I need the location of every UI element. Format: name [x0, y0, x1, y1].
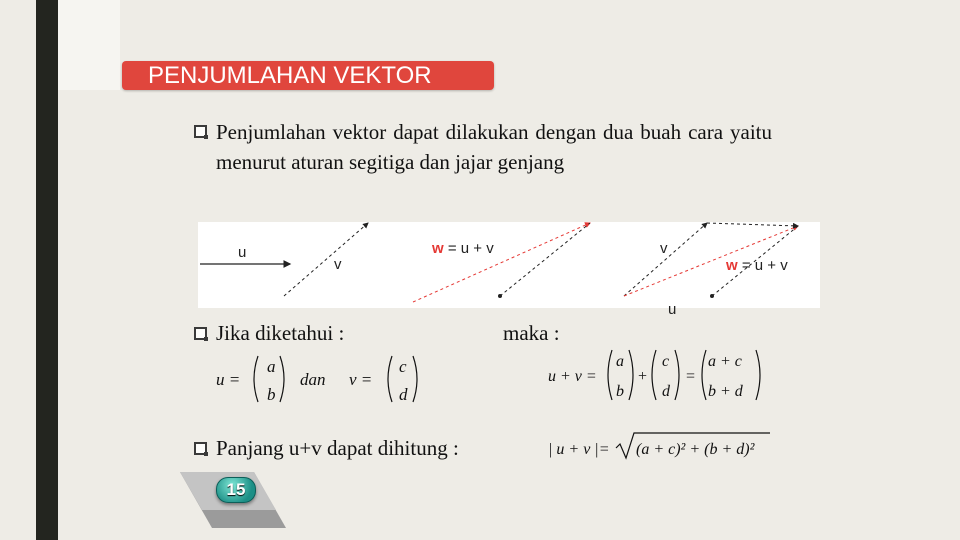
sum-entry-b: b — [616, 383, 624, 400]
label-v-right: v — [660, 240, 668, 257]
dan-label: dan — [300, 370, 326, 389]
plus-sign: + — [638, 368, 648, 385]
bullet-icon — [194, 327, 207, 340]
bullet-text-3: Panjang u+v dapat dihitung : — [216, 436, 459, 460]
label-w-left: w = u + v — [432, 240, 494, 257]
sum-entry-c: c — [662, 353, 670, 370]
entry-a: a — [267, 357, 276, 376]
label-w-right: w = u + v — [726, 257, 788, 274]
entry-b: b — [267, 385, 276, 404]
equals-sign: = — [686, 368, 696, 385]
label-u-bottom: u — [668, 301, 677, 318]
bullet-text-1: Penjumlahan vektor dapat dilakukan dengan dua buah cara yaitu menurut aturan segitiga dan jajar genjang — [216, 120, 772, 174]
label-u: u — [238, 244, 247, 261]
length-rhs: (a + c)² + (b + d)² — [636, 441, 755, 458]
left-decor-bar — [36, 0, 58, 540]
length-lhs: | u + v |= — [548, 441, 610, 458]
entry-c: c — [399, 357, 407, 376]
sum-entry-a: a — [616, 353, 624, 370]
slide-title: PENJUMLAHAN VEKTOR — [148, 62, 432, 89]
bullet-icon — [194, 125, 207, 138]
length-formula — [546, 430, 772, 462]
maka-label: maka : — [503, 321, 560, 345]
vector-definitions — [214, 350, 426, 408]
entry-b-plus-d: b + d — [708, 383, 743, 400]
entry-a-plus-c: a + c — [708, 353, 742, 370]
sum-entry-d: d — [662, 383, 670, 400]
corner-decor-block — [58, 0, 120, 90]
u-def-label: u = — [216, 370, 241, 389]
label-v: v — [334, 256, 342, 273]
vector-sum-equation — [546, 346, 768, 406]
bullet-text-2: Jika diketahui : — [216, 321, 345, 345]
entry-d: d — [399, 385, 408, 404]
v-def-label: v = — [349, 370, 373, 389]
uv-label: u + v = — [548, 368, 597, 385]
title-banner — [122, 61, 494, 90]
page-number-badge: 15 — [216, 477, 256, 503]
vector-figure — [198, 222, 820, 318]
bullet-icon — [194, 442, 207, 455]
